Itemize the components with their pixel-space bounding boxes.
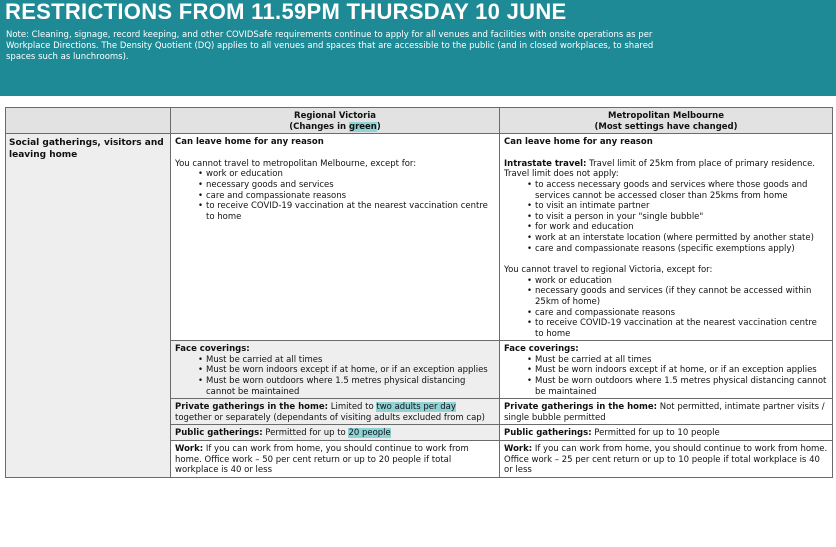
- list-item: • for work and education: [535, 222, 828, 233]
- list-item: • Must be carried at all times: [535, 355, 828, 366]
- regional-leaving-home-cell: [171, 134, 500, 341]
- regional-private-cell: [171, 399, 500, 425]
- metro-regional-intro: You cannot travel to regional Victoria, except for:: [504, 265, 713, 276]
- intrastate-paragraph: [504, 159, 828, 180]
- list-item: • to access necessary goods and services where those goods and services cannot be accessed closer than 25kms from home: [535, 180, 828, 201]
- metro-header-subtitle: (Most settings have changed): [594, 121, 738, 132]
- regional-leave-heading: Can leave home for any reason: [175, 137, 324, 148]
- list-item: • Must be worn outdoors where 1.5 metres physical distancing cannot be maintained: [535, 376, 828, 397]
- regional-private-highlight: two adults per day: [376, 402, 456, 413]
- private-label: Private gatherings in the home:: [504, 402, 658, 413]
- list-item: • Must be worn indoors except if at home, or if an exception applies: [206, 365, 495, 376]
- regional-travel-list: [175, 169, 495, 222]
- list-item: • care and compassionate reasons: [206, 191, 495, 202]
- metro-work-cell: [500, 441, 833, 478]
- table-row: [6, 134, 833, 341]
- regional-public-pre: Permitted for up to: [262, 428, 349, 439]
- category-cell: Social gatherings, visitors and leaving home: [6, 134, 171, 478]
- metro-private-text: Not permitted, intimate partner visits / single bubble permitted: [504, 402, 825, 423]
- header-note: Note: Cleaning, signage, record keeping, and other COVIDSafe requirements continue to apply for all venues and facilities with onsite operations as per Workplace Directions. The Density Quotient (DQ) applies to all venues and spaces that are accessible to the public (and in closed workplaces, to shared spaces such as lunchrooms).: [6, 30, 654, 62]
- public-label: Public gatherings:: [175, 428, 263, 439]
- metro-private-cell: [500, 399, 833, 425]
- public-label: Public gatherings:: [504, 428, 592, 439]
- regional-subtitle-post: ): [376, 121, 381, 132]
- metro-column-header: [500, 108, 833, 134]
- regional-subtitle-pre: (Changes in: [289, 121, 349, 132]
- list-item: • work or education: [535, 276, 828, 287]
- metro-public-cell: [500, 425, 833, 441]
- metro-regional-list: [504, 276, 828, 340]
- list-item: • care and compassionate reasons (specific exemptions apply): [535, 244, 828, 255]
- regional-private-post: together or separately (dependants of visiting adults excluded from cap): [175, 412, 485, 423]
- restrictions-table: [5, 107, 833, 478]
- intrastate-label: Intrastate travel:: [504, 158, 587, 169]
- empty-header-cell: [6, 108, 171, 134]
- list-item: • to receive COVID-19 vaccination at the nearest vaccination centre to home: [206, 201, 495, 222]
- metro-face-coverings-cell: [500, 341, 833, 399]
- green-highlight: green: [349, 121, 377, 132]
- regional-work-cell: [171, 441, 500, 478]
- metro-leave-heading: Can leave home for any reason: [504, 137, 653, 148]
- list-item: • to receive COVID-19 vaccination at the nearest vaccination centre to home: [535, 318, 828, 339]
- regional-work-text: If you can work from home, you should continue to work from home. Office work – 50 per cent return or up to 20 people if total workplace is 40 or less: [175, 444, 469, 476]
- list-item: • necessary goods and services: [206, 180, 495, 191]
- regional-face-list: [175, 355, 495, 397]
- list-item: • to visit an intimate partner: [535, 201, 828, 212]
- list-item: • Must be carried at all times: [206, 355, 495, 366]
- metro-work-text: If you can work from home, you should continue to work from home. Office work – 25 per cent return or up to 10 people if total workplace is 40 or less: [504, 444, 828, 476]
- intrastate-text: Travel limit of 25km from place of primary residence. Travel limit does not apply:: [504, 158, 816, 180]
- page-title: RESTRICTIONS FROM 11.59PM THURSDAY 10 JUNE: [5, 0, 567, 24]
- metro-leaving-home-cell: [500, 134, 833, 341]
- list-item: • work or education: [206, 169, 495, 180]
- regional-face-coverings-cell: [171, 341, 500, 399]
- list-item: • Must be worn indoors except if at home, or if an exception applies: [535, 365, 828, 376]
- regional-public-cell: [171, 425, 500, 441]
- regional-header-subtitle: [175, 122, 495, 133]
- table-header-row: [6, 108, 833, 134]
- work-label: Work:: [175, 444, 204, 455]
- metro-face-list: [504, 355, 828, 397]
- list-item: • work at an interstate location (where permitted by another state): [535, 233, 828, 244]
- metro-public-text: Permitted for up to 10 people: [591, 428, 720, 439]
- regional-public-highlight: 20 people: [348, 428, 391, 439]
- list-item: • to visit a person in your "single bubble": [535, 212, 828, 223]
- list-item: • Must be worn outdoors where 1.5 metres physical distancing cannot be maintained: [206, 376, 495, 397]
- face-coverings-label: Face coverings:: [504, 344, 579, 355]
- regional-column-header: [171, 108, 500, 134]
- page-header: [0, 0, 836, 96]
- regional-header-title: Regional Victoria: [294, 111, 376, 121]
- face-coverings-label: Face coverings:: [175, 344, 250, 355]
- metro-header-title: Metropolitan Melbourne: [608, 111, 724, 121]
- private-label: Private gatherings in the home:: [175, 402, 329, 413]
- list-item: • care and compassionate reasons: [535, 308, 828, 319]
- regional-travel-intro: You cannot travel to metropolitan Melbourne, except for:: [175, 158, 417, 169]
- work-label: Work:: [504, 444, 533, 455]
- regional-private-pre: Limited to: [328, 402, 377, 413]
- intrastate-list: [504, 180, 828, 254]
- list-item: • necessary goods and services (if they cannot be accessed within 25km of home): [535, 286, 828, 307]
